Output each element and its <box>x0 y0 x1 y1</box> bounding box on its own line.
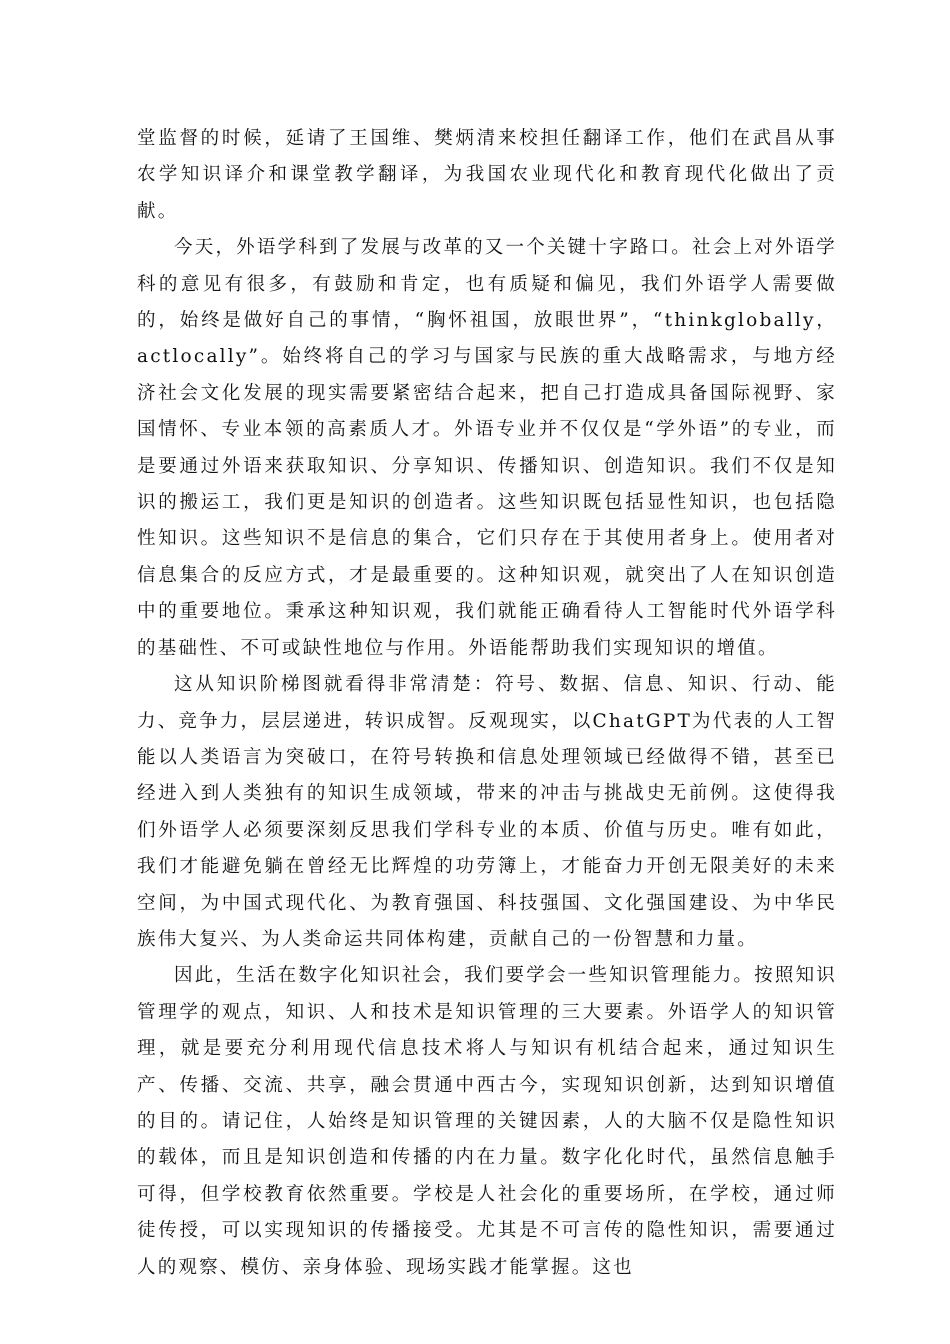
paragraph-foreign-language-crossroads: 今天，外语学科到了发展与改革的又一个关键十字路口。社会上对外语学科的意见有很多，有鼓励和肯定，也有质疑和偏见，我们外语学人需要做的，始终是做好自己的事情，“胸怀祖国，放眼世界”，“thinkglobally，actlocally”。始终将自己的学习与国家与民族的重大战略需求，与地方经济社会文化发展的现实需要紧密结合起来，把自己打造成具备国际视野、家国情怀、专业本领的高素质人才。外语专业并不仅仅是“学外语”的专业，而是要通过外语来获取知识、分享知识、传播知识、创造知识。我们不仅是知识的搬运工，我们更是知识的创造者。这些知识既包括显性知识，也包括隐性知识。这些知识不是信息的集合，它们只存在于其使用者身上。使用者对信息集合的反应方式，才是最重要的。这种知识观，就突出了人在知识创造中的重要地位。秉承这种知识观，我们就能正确看待人工智能时代外语学科的基础性、不可或缺性地位与作用。外语能帮助我们实现知识的增值。 <box>137 237 837 659</box>
paragraph-knowledge-management: 因此，生活在数字化知识社会，我们要学会一些知识管理能力。按照知识管理学的观点，知识、人和技术是知识管理的三大要素。外语学人的知识管理，就是要充分利用现代信息技术将人与知识有机结合起来，通过知识生产、传播、交流、共享，融会贯通中西古今，实现知识创新，达到知识增值的目的。请记住，人始终是知识管理的关键因素，人的大脑不仅是隐性知识的载体，而且是知识创造和传播的内在力量。数字化化时代，虽然信息触手可得，但学校教育依然重要。学校是人社会化的重要场所，在学校，通过师徒传授，可以实现知识的传播接受。尤其是不可言传的隐性知识，需要通过人的观察、模仿、亲身体验、现场实践才能掌握。这也 <box>137 965 837 1278</box>
document-body <box>137 121 837 1286</box>
paragraph-continued: 堂监督的时候，延请了王国维、樊炳清来校担任翻译工作，他们在武昌从事农学知识译介和课堂教学翻译，为我国农业现代化和教育现代化做出了贡献。 <box>137 128 837 222</box>
paragraph-knowledge-ladder: 这从知识阶梯图就看得非常清楚：符号、数据、信息、知识、行动、能力、竞争力，层层递进，转识成智。反观现实，以ChatGPT为代表的人工智能以人类语言为突破口，在符号转换和信息处理领域已经做得不错，甚至已经进入到人类独有的知识生成领域，带来的冲击与挑战史无前例。这使得我们外语学人必须要深刻反思我们学科专业的本质、价值与历史。唯有如此，我们才能避免躺在曾经无比辉煌的功劳簿上，才能奋力开创无限美好的未来空间，为中国式现代化、为教育强国、科技强国、文化强国建设、为中华民族伟大复兴、为人类命运共同体构建，贡献自己的一份智慧和力量。 <box>137 674 837 950</box>
